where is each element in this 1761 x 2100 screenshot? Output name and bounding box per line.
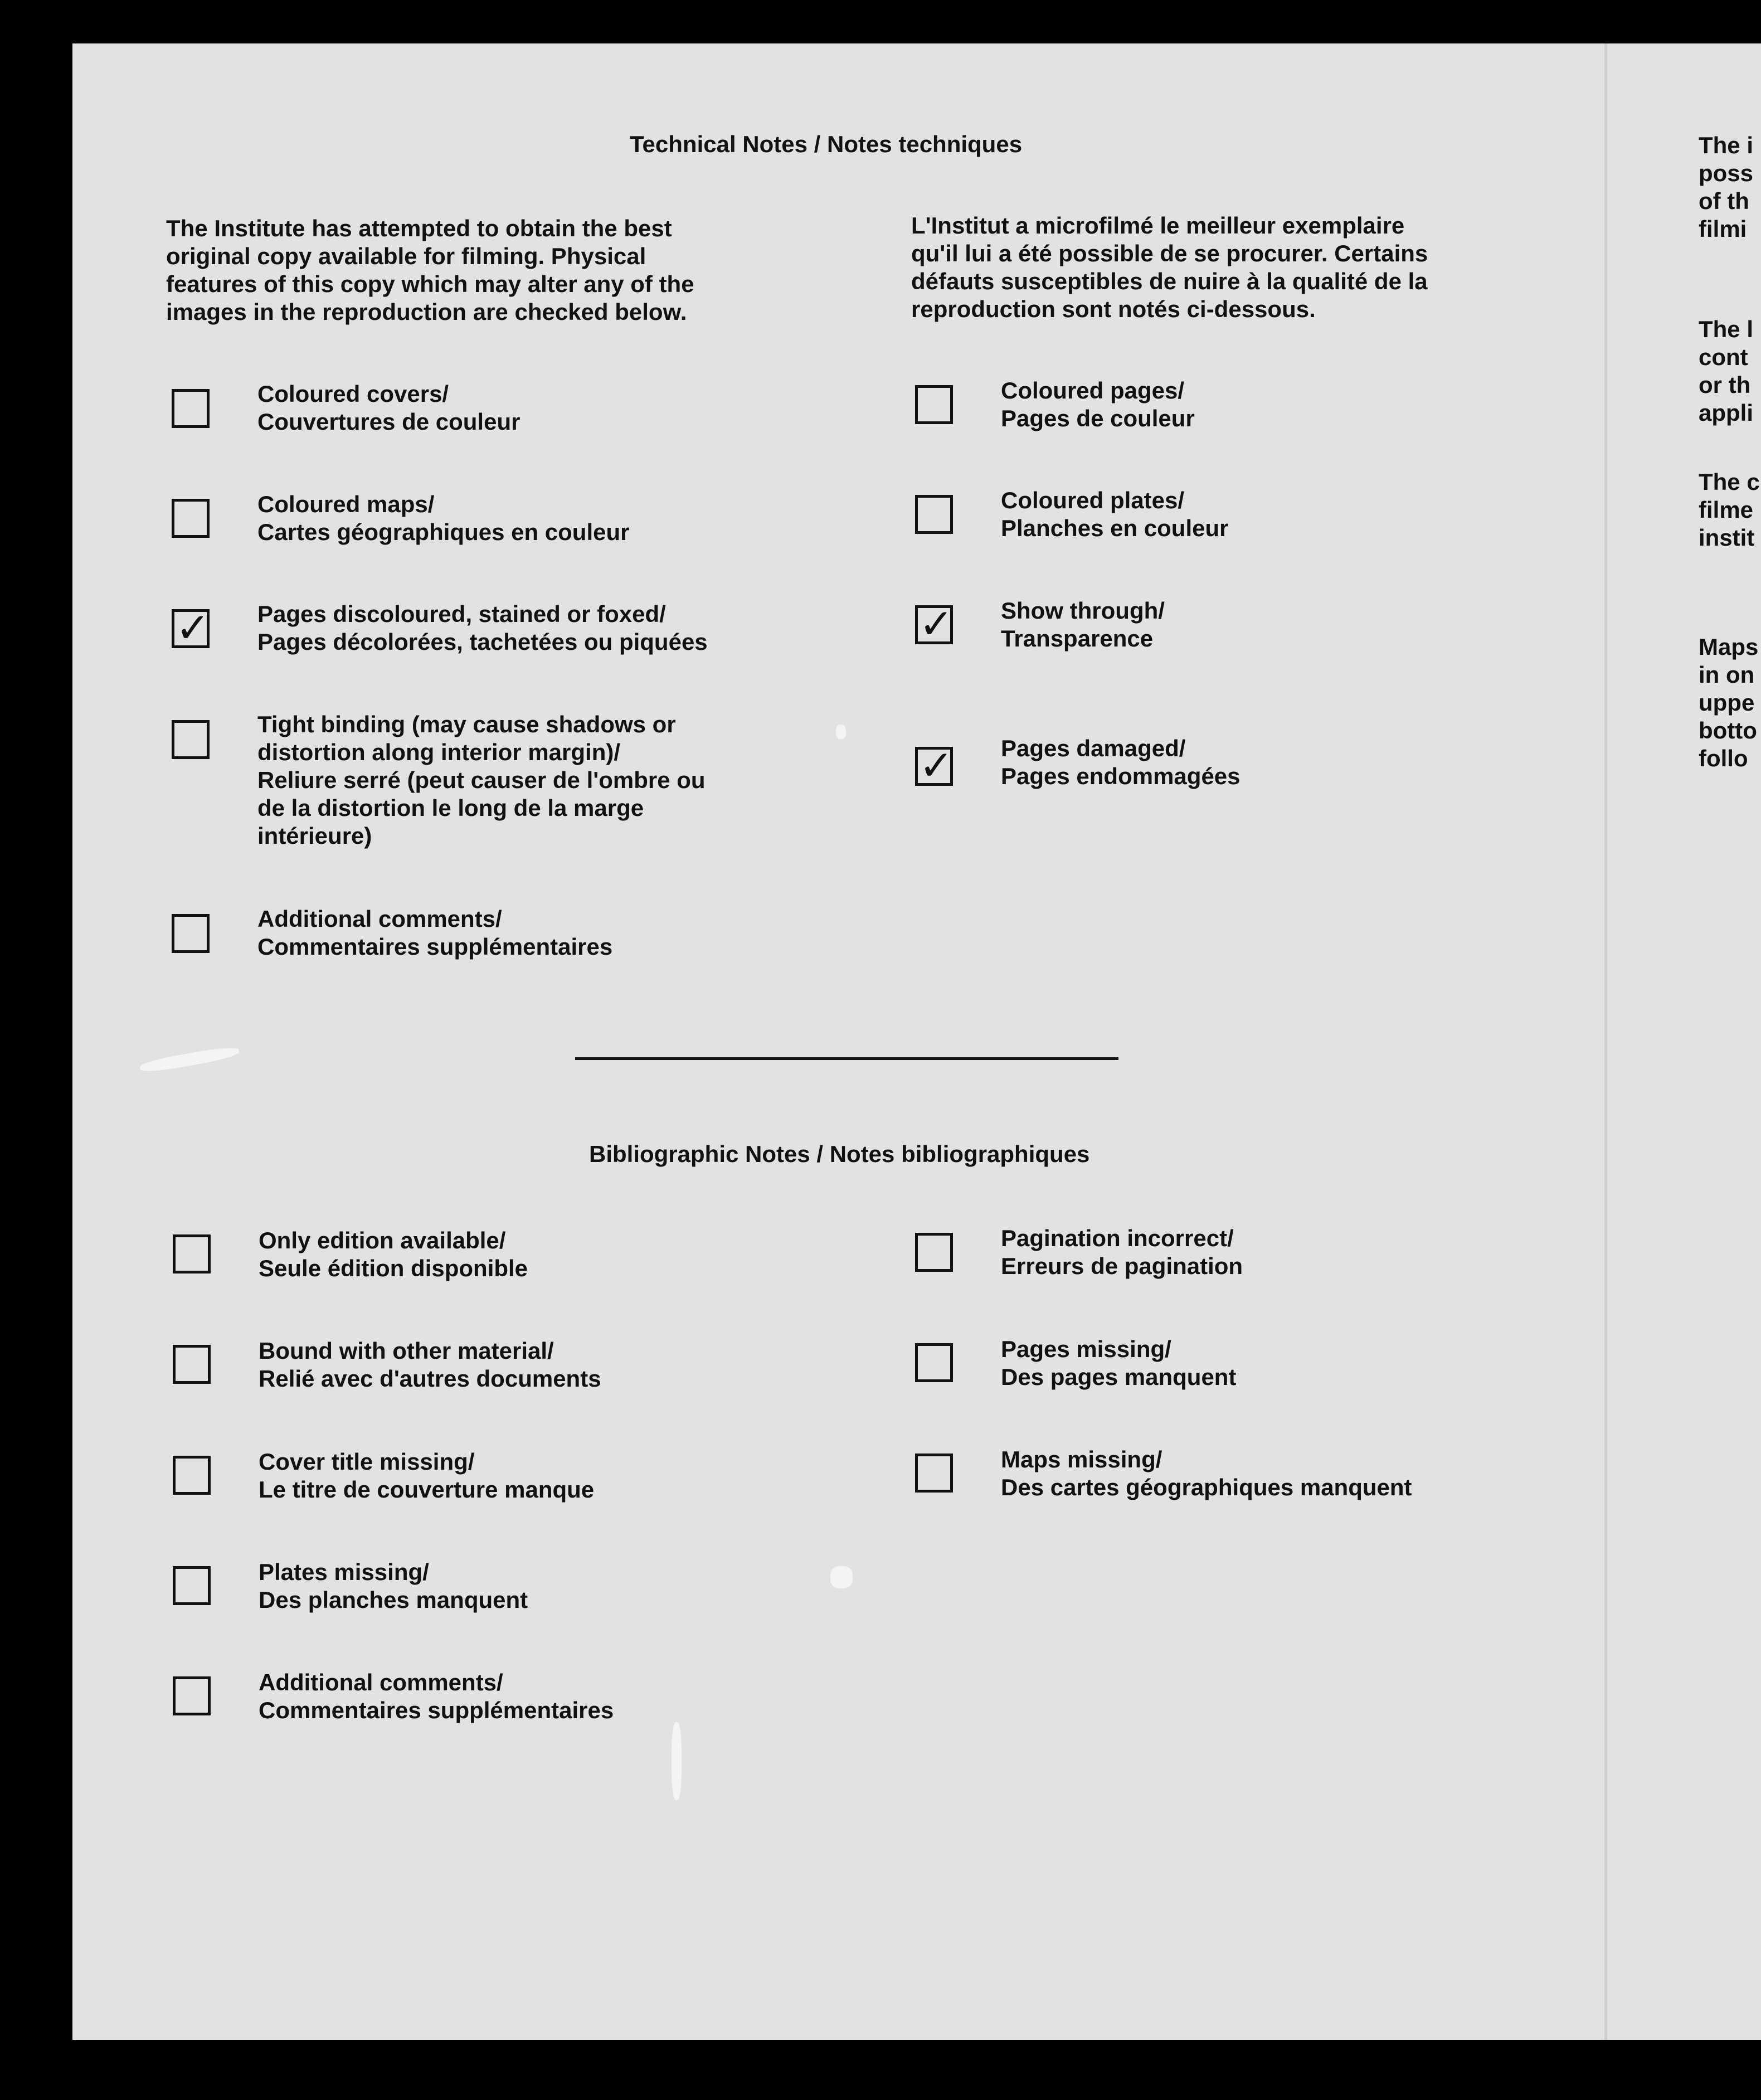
checkbox-tight-binding[interactable]: [172, 720, 210, 759]
checkbox-coloured-maps[interactable]: [172, 499, 210, 538]
checkbox-coloured-plates[interactable]: [915, 495, 953, 534]
label-line: distortion along interior margin)/: [257, 739, 620, 765]
label-line: Des pages manquent: [1001, 1364, 1237, 1390]
scan-artifact: [672, 1722, 682, 1800]
label-line: Des planches manquent: [259, 1587, 528, 1613]
label-tight-binding: [257, 711, 706, 850]
label-pages-missing: [1001, 1335, 1236, 1391]
label-line: intérieure): [257, 823, 372, 849]
label-maps-missing: [1001, 1446, 1412, 1501]
label-coloured-plates: [1001, 487, 1228, 542]
label-line: Couvertures de couleur: [257, 409, 520, 435]
label-line: Commentaires supplémentaires: [259, 1697, 614, 1723]
label-line: Pages de couleur: [1001, 405, 1195, 431]
label-line: de la distortion le long de la marge: [257, 795, 644, 821]
checkbox-show-through[interactable]: [915, 600, 954, 648]
label-line: Pages décolorées, tachetées ou piquées: [257, 629, 708, 655]
label-line: Erreurs de pagination: [1001, 1253, 1243, 1279]
label-coloured-maps: [257, 490, 630, 546]
label-coloured-covers: [257, 380, 520, 436]
checkbox-only-edition[interactable]: [173, 1234, 211, 1273]
label-line: Pagination incorrect/: [1001, 1225, 1234, 1251]
bibliographic-notes-title: Bibliographic Notes / Notes bibliographiques: [589, 1141, 1090, 1167]
label-line: Show through/: [1001, 597, 1165, 624]
label-line: Maps missing/: [1001, 1446, 1162, 1472]
label-line: Commentaires supplémentaires: [257, 934, 613, 960]
checkbox-coloured-covers[interactable]: [172, 389, 210, 428]
label-additional-comments-technical: [257, 905, 612, 961]
scan-artifact: [836, 725, 846, 739]
label-plates-missing: [259, 1558, 528, 1614]
label-additional-comments-bibliographic: [259, 1669, 614, 1724]
label-line: Tight binding (may cause shadows or: [257, 711, 676, 737]
label-line: Coloured pages/: [1001, 377, 1185, 404]
label-line: Additional comments/: [257, 906, 502, 932]
checkbox-pages-missing[interactable]: [915, 1343, 953, 1382]
label-line: Transparence: [1001, 625, 1154, 652]
checkbox-cover-title-missing[interactable]: [173, 1456, 211, 1495]
label-pagination-incorrect: [1001, 1224, 1243, 1280]
checkbox-plates-missing[interactable]: [173, 1566, 211, 1605]
checkbox-pages-damaged[interactable]: [915, 742, 954, 790]
technical-intro-french: L'Institut a microfilmé le meilleur exemplaire qu'il lui a été possible de se procurer. Certains défauts susceptibles de nuire à la qualité de la reproduction sont notés ci-dessous.: [911, 212, 1428, 322]
label-pages-damaged: [1001, 735, 1241, 790]
label-cover-title-missing: [259, 1448, 594, 1504]
checkmark-icon: ✓: [919, 742, 954, 790]
label-line: Pages discoloured, stained or foxed/: [257, 601, 666, 627]
checkbox-additional-comments-technical[interactable]: [172, 914, 210, 953]
label-line: Coloured covers/: [257, 381, 449, 407]
label-line: Reliure serré (peut causer de l'ombre ou: [257, 767, 706, 793]
label-line: Seule édition disponible: [259, 1255, 528, 1281]
label-line: Relié avec d'autres documents: [259, 1365, 601, 1392]
technical-notes-title: Technical Notes / Notes techniques: [630, 131, 1023, 157]
label-line: Des cartes géographiques manquent: [1001, 1474, 1412, 1500]
label-line: Planches en couleur: [1001, 515, 1229, 541]
label-line: Cartes géographiques en couleur: [257, 519, 630, 545]
label-line: Plates missing/: [259, 1559, 429, 1585]
checkbox-maps-missing[interactable]: [915, 1454, 953, 1493]
label-coloured-pages: [1001, 377, 1195, 432]
checkbox-coloured-pages[interactable]: [915, 385, 953, 424]
checkbox-additional-comments-bibliographic[interactable]: [173, 1676, 211, 1715]
checkmark-icon: ✓: [176, 604, 211, 652]
label-line: Bound with other material/: [259, 1338, 554, 1364]
label-line: Le titre de couverture manque: [259, 1476, 595, 1503]
label-line: Pages endommagées: [1001, 763, 1241, 789]
label-show-through: [1001, 597, 1165, 653]
label-line: Cover title missing/: [259, 1448, 475, 1475]
checkmark-icon: ✓: [919, 600, 954, 648]
checkbox-pages-discoloured[interactable]: [172, 604, 211, 652]
label-only-edition: [259, 1227, 528, 1282]
label-line: Coloured plates/: [1001, 487, 1185, 513]
section-divider: [575, 1057, 1118, 1060]
label-pages-discoloured: [257, 600, 708, 656]
scan-artifact: [830, 1566, 853, 1588]
adjacent-page-paragraph: The i poss of th filmi: [1699, 132, 1754, 242]
label-line: Additional comments/: [259, 1669, 503, 1695]
adjacent-page-paragraph: The l cont or th appli: [1699, 316, 1754, 426]
label-line: Coloured maps/: [257, 491, 435, 517]
checkbox-bound-with[interactable]: [173, 1345, 211, 1384]
label-line: Pages damaged/: [1001, 735, 1186, 761]
technical-intro-english: The Institute has attempted to obtain the best original copy available for filming. Physical features of this copy which may alter any of the images in the reproduction are checked below.: [166, 215, 694, 325]
checkbox-pagination-incorrect[interactable]: [915, 1233, 953, 1272]
document-page: [72, 43, 1605, 2040]
adjacent-page-paragraph: Maps in on uppe botto follo: [1699, 634, 1759, 771]
label-line: Only edition available/: [259, 1227, 506, 1253]
label-bound-with: [259, 1337, 601, 1393]
label-line: Pages missing/: [1001, 1336, 1171, 1362]
adjacent-page-paragraph: The c filme instit: [1699, 469, 1760, 551]
